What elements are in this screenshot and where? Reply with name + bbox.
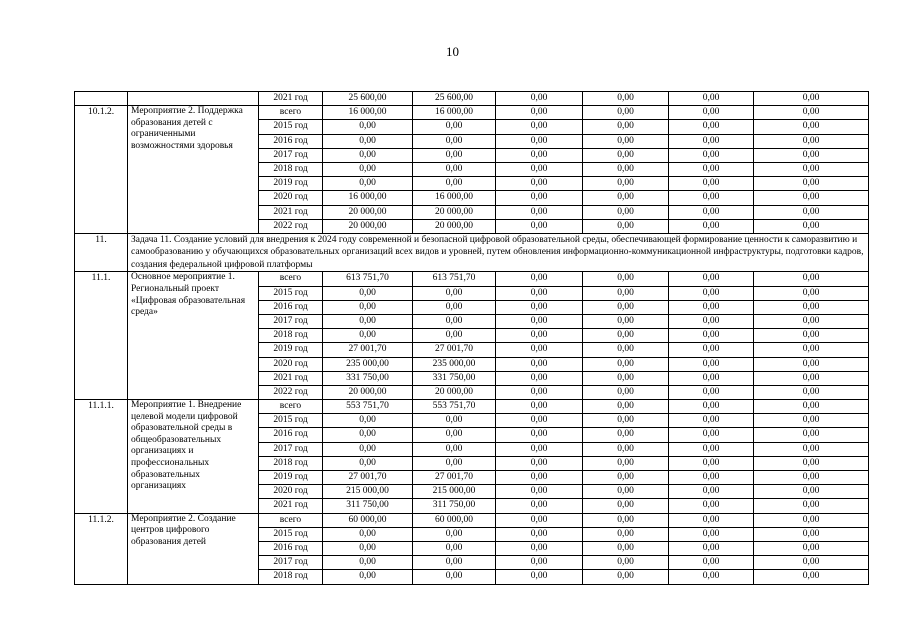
year-cell: 2019 год [259, 343, 323, 357]
value-cell: 0,00 [413, 300, 496, 314]
value-cell: 0,00 [754, 471, 869, 485]
year-cell: 2021 год [259, 205, 323, 219]
value-cell: 0,00 [583, 541, 669, 555]
value-cell: 0,00 [754, 428, 869, 442]
year-cell: 2019 год [259, 177, 323, 191]
value-cell: 16 000,00 [323, 191, 413, 205]
value-cell: 0,00 [583, 162, 669, 176]
value-cell: 25 600,00 [413, 92, 496, 106]
row-code: 11.1. [75, 272, 128, 400]
value-cell: 0,00 [669, 120, 754, 134]
value-cell: 0,00 [669, 286, 754, 300]
value-cell: 0,00 [754, 191, 869, 205]
value-cell: 0,00 [754, 205, 869, 219]
value-cell: 0,00 [496, 541, 583, 555]
value-cell: 0,00 [496, 570, 583, 584]
row-description: Мероприятие 1. Внедрение целевой модели цифровой образовательной среды в общеобразовательных организациях и профессиональных образовательных организациях [128, 400, 259, 514]
value-cell: 0,00 [323, 148, 413, 162]
value-cell: 0,00 [669, 400, 754, 414]
value-cell: 60 000,00 [413, 513, 496, 527]
value-cell: 0,00 [413, 442, 496, 456]
value-cell: 0,00 [754, 120, 869, 134]
value-cell: 0,00 [413, 541, 496, 555]
value-cell: 0,00 [323, 442, 413, 456]
value-cell: 0,00 [496, 205, 583, 219]
value-cell: 0,00 [413, 570, 496, 584]
value-cell: 0,00 [669, 527, 754, 541]
value-cell: 0,00 [669, 314, 754, 328]
year-cell: 2015 год [259, 414, 323, 428]
value-cell: 0,00 [413, 286, 496, 300]
table-row [75, 400, 869, 414]
value-cell: 0,00 [496, 191, 583, 205]
value-cell: 331 750,00 [323, 371, 413, 385]
value-cell: 16 000,00 [413, 191, 496, 205]
value-cell: 0,00 [754, 499, 869, 513]
value-cell: 311 750,00 [413, 499, 496, 513]
value-cell: 0,00 [413, 414, 496, 428]
task-code: 11. [75, 233, 128, 272]
value-cell: 0,00 [413, 527, 496, 541]
table-row [75, 106, 869, 120]
task-row [75, 233, 869, 272]
year-cell: 2020 год [259, 191, 323, 205]
value-cell: 0,00 [669, 371, 754, 385]
row-description [128, 92, 259, 106]
year-cell: 2017 год [259, 148, 323, 162]
value-cell: 0,00 [754, 106, 869, 120]
value-cell: 0,00 [583, 191, 669, 205]
value-cell: 0,00 [754, 414, 869, 428]
value-cell: 0,00 [496, 499, 583, 513]
value-cell: 0,00 [496, 357, 583, 371]
value-cell: 0,00 [323, 300, 413, 314]
value-cell: 20 000,00 [413, 205, 496, 219]
value-cell: 0,00 [323, 329, 413, 343]
value-cell: 0,00 [669, 513, 754, 527]
value-cell: 0,00 [583, 428, 669, 442]
value-cell: 613 751,70 [413, 272, 496, 286]
value-cell: 0,00 [754, 442, 869, 456]
value-cell: 27 001,70 [413, 471, 496, 485]
value-cell: 0,00 [583, 400, 669, 414]
value-cell: 0,00 [669, 471, 754, 485]
value-cell: 0,00 [669, 442, 754, 456]
value-cell: 0,00 [413, 329, 496, 343]
value-cell: 0,00 [583, 471, 669, 485]
value-cell: 0,00 [583, 300, 669, 314]
value-cell: 0,00 [669, 343, 754, 357]
value-cell: 0,00 [583, 414, 669, 428]
value-cell: 0,00 [323, 456, 413, 470]
value-cell: 0,00 [583, 456, 669, 470]
value-cell: 27 001,70 [413, 343, 496, 357]
value-cell: 0,00 [669, 205, 754, 219]
value-cell: 215 000,00 [323, 485, 413, 499]
value-cell: 331 750,00 [413, 371, 496, 385]
value-cell: 0,00 [496, 527, 583, 541]
value-cell: 0,00 [754, 300, 869, 314]
value-cell: 0,00 [323, 541, 413, 555]
value-cell: 0,00 [754, 272, 869, 286]
value-cell: 0,00 [669, 570, 754, 584]
value-cell: 0,00 [583, 371, 669, 385]
value-cell: 0,00 [669, 148, 754, 162]
value-cell: 0,00 [496, 329, 583, 343]
value-cell: 0,00 [583, 485, 669, 499]
year-cell: 2015 год [259, 286, 323, 300]
task-text: Задача 11. Создание условий для внедрения к 2024 году современной и безопасной цифровой образовательной среды, обеспечивающей формирование ценности к саморазвитию и самообразованию у обучающихся образовательных организаций всех видов и уровней, путем обновления информационно-коммуникационной инфраструктуры, подготовки кадров, создания федеральной цифровой платформы [128, 233, 869, 272]
year-cell: 2016 год [259, 134, 323, 148]
value-cell: 0,00 [583, 527, 669, 541]
value-cell: 0,00 [496, 92, 583, 106]
year-cell: 2018 год [259, 570, 323, 584]
value-cell: 0,00 [669, 92, 754, 106]
value-cell: 0,00 [669, 106, 754, 120]
value-cell: 0,00 [496, 134, 583, 148]
value-cell: 0,00 [583, 92, 669, 106]
value-cell: 0,00 [669, 485, 754, 499]
value-cell: 0,00 [496, 385, 583, 399]
value-cell: 553 751,70 [413, 400, 496, 414]
year-cell: 2020 год [259, 485, 323, 499]
value-cell: 0,00 [496, 106, 583, 120]
value-cell: 0,00 [496, 148, 583, 162]
value-cell: 0,00 [496, 513, 583, 527]
value-cell: 0,00 [754, 485, 869, 499]
value-cell: 0,00 [754, 219, 869, 233]
value-cell: 0,00 [583, 120, 669, 134]
value-cell: 0,00 [583, 357, 669, 371]
value-cell: 0,00 [496, 400, 583, 414]
value-cell: 0,00 [754, 513, 869, 527]
year-cell: 2017 год [259, 442, 323, 456]
value-cell: 0,00 [583, 513, 669, 527]
year-cell: 2022 год [259, 385, 323, 399]
value-cell: 0,00 [583, 499, 669, 513]
value-cell: 0,00 [496, 314, 583, 328]
value-cell: 0,00 [583, 343, 669, 357]
funding-table-body [75, 92, 869, 585]
value-cell: 613 751,70 [323, 272, 413, 286]
value-cell: 0,00 [583, 556, 669, 570]
year-cell: 2016 год [259, 428, 323, 442]
value-cell: 235 000,00 [413, 357, 496, 371]
value-cell: 0,00 [669, 219, 754, 233]
value-cell: 0,00 [323, 120, 413, 134]
value-cell: 215 000,00 [413, 485, 496, 499]
value-cell: 0,00 [754, 92, 869, 106]
value-cell: 0,00 [754, 556, 869, 570]
value-cell: 0,00 [669, 385, 754, 399]
year-cell: 2017 год [259, 556, 323, 570]
value-cell: 0,00 [754, 134, 869, 148]
value-cell: 0,00 [583, 134, 669, 148]
value-cell: 16 000,00 [323, 106, 413, 120]
value-cell: 0,00 [754, 527, 869, 541]
value-cell: 0,00 [669, 177, 754, 191]
value-cell: 0,00 [583, 148, 669, 162]
value-cell: 0,00 [754, 177, 869, 191]
value-cell: 60 000,00 [323, 513, 413, 527]
value-cell: 0,00 [413, 556, 496, 570]
value-cell: 0,00 [323, 134, 413, 148]
value-cell: 0,00 [754, 148, 869, 162]
value-cell: 0,00 [754, 570, 869, 584]
value-cell: 0,00 [323, 527, 413, 541]
table-row [75, 272, 869, 286]
value-cell: 0,00 [583, 272, 669, 286]
value-cell: 16 000,00 [413, 106, 496, 120]
year-cell: 2016 год [259, 541, 323, 555]
value-cell: 0,00 [496, 456, 583, 470]
year-cell: 2015 год [259, 120, 323, 134]
value-cell: 0,00 [754, 286, 869, 300]
value-cell: 0,00 [583, 314, 669, 328]
value-cell: 25 600,00 [323, 92, 413, 106]
value-cell: 0,00 [669, 272, 754, 286]
value-cell: 0,00 [413, 456, 496, 470]
value-cell: 0,00 [669, 329, 754, 343]
year-cell: 2018 год [259, 162, 323, 176]
value-cell: 0,00 [323, 414, 413, 428]
value-cell: 27 001,70 [323, 471, 413, 485]
value-cell: 0,00 [496, 485, 583, 499]
value-cell: 0,00 [754, 385, 869, 399]
value-cell: 20 000,00 [323, 219, 413, 233]
row-code: 10.1.2. [75, 106, 128, 234]
value-cell: 0,00 [583, 205, 669, 219]
row-description: Мероприятие 2. Поддержка образования детей с ограниченными возможностями здоровья [128, 106, 259, 234]
row-code [75, 92, 128, 106]
value-cell: 20 000,00 [413, 385, 496, 399]
value-cell: 0,00 [669, 414, 754, 428]
value-cell: 0,00 [669, 556, 754, 570]
value-cell: 0,00 [496, 300, 583, 314]
year-cell: 2019 год [259, 471, 323, 485]
row-code: 11.1.2. [75, 513, 128, 584]
row-description: Мероприятие 2. Создание центров цифрового образования детей [128, 513, 259, 584]
value-cell: 0,00 [669, 357, 754, 371]
table-row [75, 92, 869, 106]
value-cell: 0,00 [754, 314, 869, 328]
page-number: 10 [446, 44, 459, 59]
year-cell: 2021 год [259, 92, 323, 106]
value-cell: 0,00 [669, 162, 754, 176]
value-cell: 0,00 [323, 314, 413, 328]
value-cell: 0,00 [496, 471, 583, 485]
value-cell: 0,00 [413, 134, 496, 148]
value-cell: 0,00 [496, 414, 583, 428]
year-cell: 2022 год [259, 219, 323, 233]
year-cell: всего [259, 272, 323, 286]
value-cell: 0,00 [496, 219, 583, 233]
value-cell: 0,00 [496, 286, 583, 300]
value-cell: 0,00 [323, 286, 413, 300]
value-cell: 0,00 [754, 343, 869, 357]
value-cell: 0,00 [413, 177, 496, 191]
value-cell: 0,00 [583, 219, 669, 233]
value-cell: 0,00 [583, 177, 669, 191]
year-cell: 2021 год [259, 499, 323, 513]
year-cell: всего [259, 513, 323, 527]
value-cell: 0,00 [754, 456, 869, 470]
value-cell: 0,00 [496, 177, 583, 191]
value-cell: 235 000,00 [323, 357, 413, 371]
year-cell: всего [259, 106, 323, 120]
value-cell: 0,00 [496, 428, 583, 442]
value-cell: 0,00 [323, 177, 413, 191]
value-cell: 0,00 [496, 120, 583, 134]
value-cell: 0,00 [669, 541, 754, 555]
value-cell: 20 000,00 [413, 219, 496, 233]
value-cell: 0,00 [669, 499, 754, 513]
value-cell: 0,00 [583, 570, 669, 584]
value-cell: 0,00 [496, 442, 583, 456]
value-cell: 0,00 [669, 134, 754, 148]
value-cell: 0,00 [496, 371, 583, 385]
year-cell: 2021 год [259, 371, 323, 385]
value-cell: 0,00 [583, 286, 669, 300]
value-cell: 0,00 [496, 343, 583, 357]
value-cell: 0,00 [323, 162, 413, 176]
value-cell: 0,00 [496, 272, 583, 286]
value-cell: 0,00 [754, 541, 869, 555]
value-cell: 0,00 [583, 442, 669, 456]
value-cell: 553 751,70 [323, 400, 413, 414]
value-cell: 0,00 [413, 120, 496, 134]
year-cell: 2020 год [259, 357, 323, 371]
year-cell: 2015 год [259, 527, 323, 541]
value-cell: 0,00 [754, 400, 869, 414]
year-cell: 2018 год [259, 329, 323, 343]
value-cell: 0,00 [496, 162, 583, 176]
value-cell: 0,00 [583, 385, 669, 399]
value-cell: 0,00 [323, 428, 413, 442]
value-cell: 0,00 [413, 162, 496, 176]
value-cell: 0,00 [669, 456, 754, 470]
value-cell: 0,00 [754, 357, 869, 371]
value-cell: 0,00 [323, 556, 413, 570]
value-cell: 0,00 [496, 556, 583, 570]
value-cell: 0,00 [413, 428, 496, 442]
value-cell: 0,00 [583, 329, 669, 343]
value-cell: 0,00 [669, 300, 754, 314]
year-cell: 2016 год [259, 300, 323, 314]
value-cell: 0,00 [583, 106, 669, 120]
value-cell: 0,00 [669, 428, 754, 442]
year-cell: 2018 год [259, 456, 323, 470]
value-cell: 20 000,00 [323, 385, 413, 399]
value-cell: 0,00 [669, 191, 754, 205]
value-cell: 0,00 [413, 314, 496, 328]
table-row [75, 513, 869, 527]
value-cell: 20 000,00 [323, 205, 413, 219]
value-cell: 27 001,70 [323, 343, 413, 357]
funding-table [74, 91, 869, 585]
year-cell: всего [259, 400, 323, 414]
value-cell: 0,00 [754, 371, 869, 385]
row-code: 11.1.1. [75, 400, 128, 514]
year-cell: 2017 год [259, 314, 323, 328]
value-cell: 0,00 [323, 570, 413, 584]
value-cell: 0,00 [413, 148, 496, 162]
row-description: Основное мероприятие 1. Региональный проект «Цифровая образовательная среда» [128, 272, 259, 400]
value-cell: 311 750,00 [323, 499, 413, 513]
value-cell: 0,00 [754, 162, 869, 176]
value-cell: 0,00 [754, 329, 869, 343]
